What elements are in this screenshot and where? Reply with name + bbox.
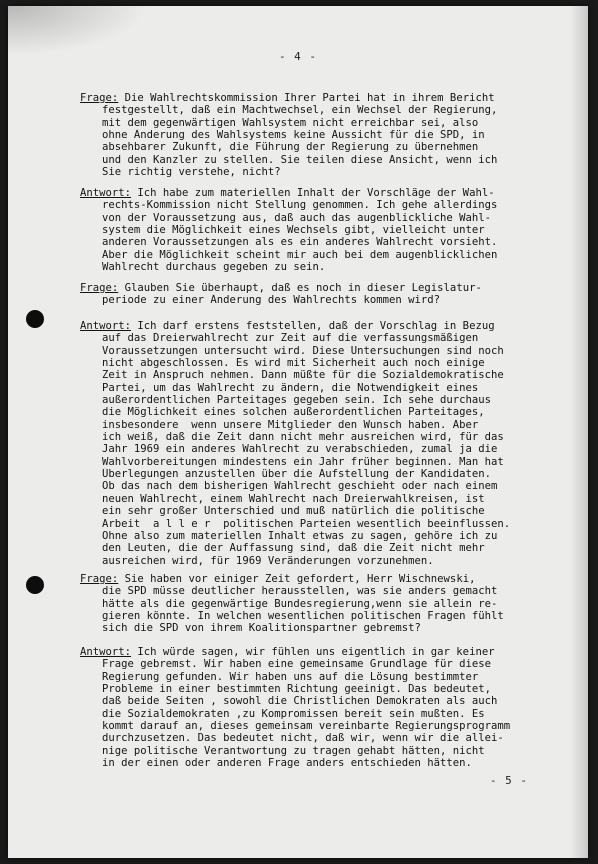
text-line: festgestellt, daß ein Machtwechsel, ein Wechsel der Regierung,	[102, 104, 498, 117]
first-line-text: Sie haben vor einiger Zeit gefordert, Herr Wischnewski,	[118, 573, 476, 585]
text-line: neuen Wahlrecht, einem Wahlrecht nach Dreierwahlkreisen, ist	[102, 492, 485, 505]
text-line: Frage gebremst. Wir haben eine gemeinsame Grundlage für diese	[102, 658, 492, 671]
text-line: sich die SPD von ihrem Koalitionspartner gebremst?	[102, 622, 421, 635]
answer-block	[80, 646, 548, 769]
text-line: die SPD müsse deutlicher herausstellen, was sie anders gemacht	[102, 585, 498, 598]
text-line: auf das Dreierwahlrecht zur Zeit auf die verfassungsmäßigen	[102, 332, 479, 345]
text-line: ein sehr großer Unterschied und muß natürlich die politische	[102, 505, 485, 518]
text-line: kommt darauf an, dieses gemeinsam vereinbarte Regierungsprogramm	[102, 720, 511, 733]
first-line	[80, 282, 548, 294]
text-line: Ohne also zum materiellen Inhalt etwas zu sagen, gehöre ich zu	[102, 529, 498, 542]
text-line: nige politische Verantwortung zu tragen gehabt hätten, nicht	[102, 744, 485, 757]
answer-block	[80, 187, 548, 273]
first-line	[80, 646, 548, 658]
answer-block	[80, 320, 548, 567]
text-line: ich weiß, daß die Zeit dann nicht mehr ausreichen wird, für das	[102, 431, 504, 444]
text-line: ausreichen wird, für 1969 Veränderungen vorzunehmen.	[102, 554, 434, 567]
text-line: periode zu einer Änderung des Wahlrechts kommen wird?	[102, 294, 441, 307]
text-line: Wahlrecht durchaus gegeben zu sein.	[102, 261, 326, 274]
text-line: system die Möglichkeit eines Wechsels gibt, vielleicht unter	[102, 224, 485, 237]
first-line	[80, 187, 548, 199]
question-block	[80, 92, 548, 178]
speaker-label: Antwort:	[80, 646, 132, 658]
text-line: Aber die Möglichkeit scheint mir auch bei dem augenblicklichen	[102, 248, 498, 261]
text-line: anderen Voraussetzungen als es ein anderes Wahlrecht vorsieht.	[102, 236, 498, 249]
text-line: und den Kanzler zu stellen. Sie teilen diese Ansicht, wenn ich	[102, 153, 498, 166]
text-line: in der einen oder anderen Frage anders entschieden hätten.	[102, 757, 472, 770]
text-line: Wahlvorbereitungen mindestens ein Jahr früher beginnen. Man hat	[102, 455, 504, 468]
text-line: die Möglichkeit eines solchen außerordentlichen Parteitages,	[102, 406, 485, 419]
question-block	[80, 573, 548, 635]
page-number: - 4 -	[278, 50, 318, 63]
text-line: den Leuten, die der Auffassung sind, daß die Zeit nicht mehr	[102, 542, 485, 555]
text-line: Sie richtig verstehe, nicht?	[102, 166, 281, 179]
speaker-label: Antwort:	[80, 187, 132, 199]
text-line: Ob das nach dem bisherigen Wahlrecht geschieht oder nach einem	[102, 480, 498, 493]
punch-hole-bottom	[26, 576, 44, 594]
first-line	[80, 320, 548, 332]
question-block	[80, 282, 548, 307]
first-line-text: Glauben Sie überhaupt, daß es noch in dieser Legislatur-	[118, 282, 482, 294]
text-line: Arbeit a l l e r politischen Parteien wesentlich beeinflussen.	[102, 517, 511, 530]
speaker-label: Frage:	[80, 573, 119, 585]
text-line: gieren könnte. In welchen wesentlichen politischen Fragen fühlt	[102, 610, 504, 623]
text-line: mit dem gegenwärtigen Wahlsystem nicht erreichbar sei, also	[102, 116, 479, 129]
text-line: die Sozialdemokraten ,zu Kompromissen bereit sein mußten. Es	[102, 707, 485, 720]
text-line: durchzusetzen. Das bedeutet nicht, daß wir, wenn wir die allei-	[102, 732, 504, 745]
text-line: außerordentlichen Parteitages gegeben sein. Ich sehe durchaus	[102, 394, 492, 407]
text-line: von der Voraussetzung aus, daß auch das augenblickliche Wahl-	[102, 211, 492, 224]
text-line: hätte als die gegenwärtige Bundesregierung,wenn sie allein re-	[102, 597, 498, 610]
document-page	[8, 6, 588, 858]
first-line-text: Ich darf erstens feststellen, daß der Vorschlag in Bezug	[131, 320, 495, 332]
first-line	[80, 573, 548, 585]
text-line: Überlegungen anzustellen über die Aufstellung der Kandidaten.	[102, 468, 492, 481]
punch-hole-top	[26, 310, 44, 328]
text-line: Partei, um das Wahlrecht zu ändern, die Notwendigkeit eines	[102, 381, 479, 394]
text-line: ohne Änderung des Wahlsystems keine Aussicht für die SPD, in	[102, 129, 485, 142]
text-line: Jahr 1969 ein anderes Wahlrecht zu verabschieden, zumal ja die	[102, 443, 498, 456]
first-line-text: Ich würde sagen, wir fühlen uns eigentlich in gar keiner	[131, 646, 495, 658]
text-line: Voraussetzungen untersucht wird. Diese Untersuchungen sind noch	[102, 344, 504, 357]
text-line: absehbarer Zukunft, die Führung der Regierung zu übernehmen	[102, 141, 479, 154]
speaker-label: Antwort:	[80, 320, 132, 332]
speaker-label: Frage:	[80, 92, 119, 104]
text-line: Probleme in einer bestimmten Richtung geeinigt. Das bedeutet,	[102, 683, 492, 696]
first-line	[80, 92, 548, 104]
text-line: daß beide Seiten , sowohl die Christlichen Demokraten als auch	[102, 695, 498, 708]
text-line: Zeit in Anspruch nehmen. Dann müßte für die Sozialdemokratische	[102, 369, 504, 382]
first-line-text: Ich habe zum materiellen Inhalt der Vorschläge der Wahl-	[131, 187, 495, 199]
text-line: Regierung gefunden. Wir haben uns auf die Lösung bestimmter	[102, 670, 479, 683]
text-line: insbesondere wenn unsere Mitglieder den Wunsch haben. Aber	[102, 418, 479, 431]
first-line-text: Die Wahlrechtskommission Ihrer Partei hat in ihrem Bericht	[118, 92, 495, 104]
text-line: rechts-Kommission nicht Stellung genommen. Ich gehe allerdings	[102, 199, 498, 212]
speaker-label: Frage:	[80, 282, 119, 294]
text-line: nicht abgeschlossen. Es wird mit Sicherheit auch noch einige	[102, 357, 485, 370]
next-page-marker: - 5 -	[489, 774, 528, 787]
